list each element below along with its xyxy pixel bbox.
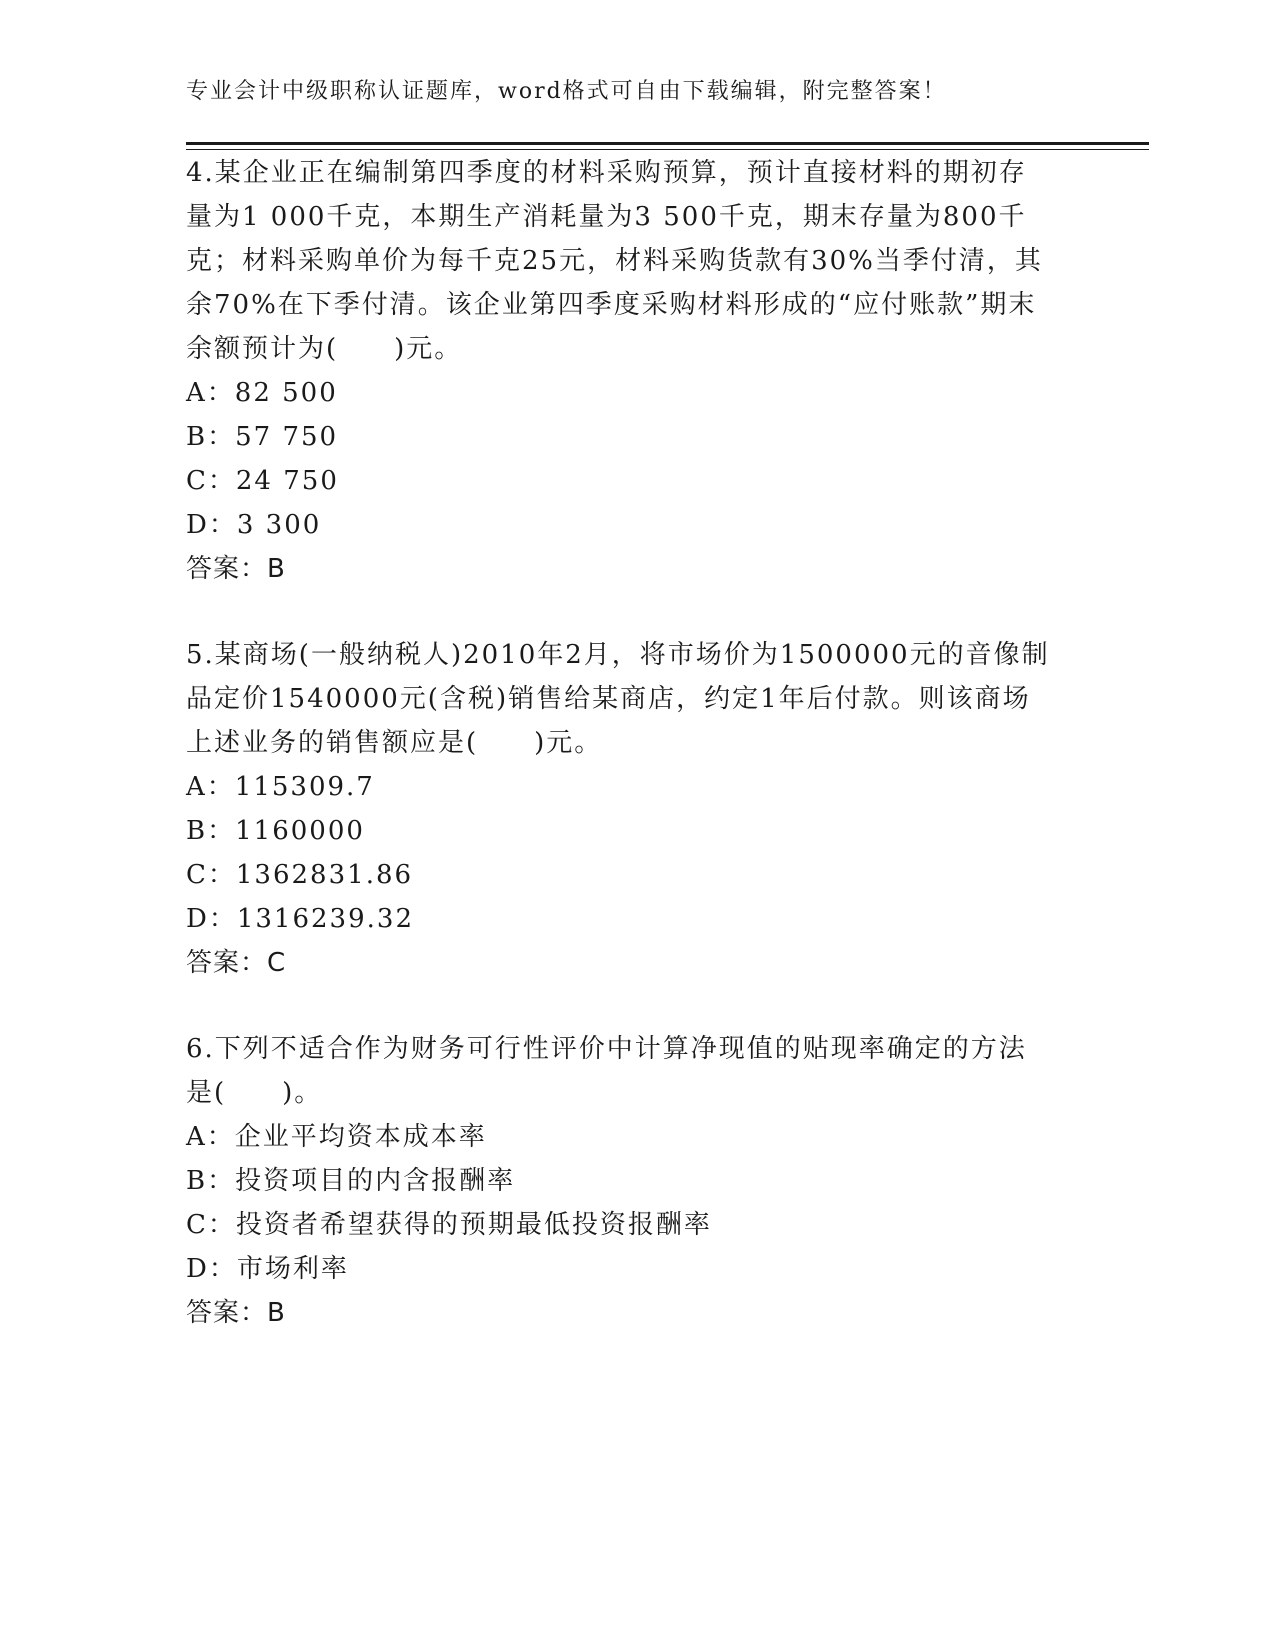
question-text-line: 品定价1540000元(含税)销售给某商店，约定1年后付款。则该商场: [186, 684, 1031, 714]
option-b: B：1160000: [186, 816, 365, 846]
question-text-line: 余额预计为( )元。: [186, 334, 463, 364]
question-text-line: 克；材料采购单价为每千克25元，材料采购货款有30%当季付清，其: [186, 246, 1043, 276]
answer: 答案：C: [186, 948, 287, 978]
question-text-line: 上述业务的销售额应是( )元。: [186, 728, 603, 758]
header-rule-thin: [186, 149, 1149, 150]
option-a: A：82 500: [186, 378, 338, 408]
option-c: C：1362831.86: [186, 860, 414, 890]
question-text-line: 6.下列不适合作为财务可行性评价中计算净现值的贴现率确定的方法: [186, 1034, 1027, 1064]
option-d: D：3 300: [186, 510, 322, 540]
option-b: B：57 750: [186, 422, 339, 452]
question-text-line: 是( )。: [186, 1078, 323, 1108]
option-a: A：企业平均资本成本率: [186, 1122, 487, 1152]
option-b: B：投资项目的内含报酬率: [186, 1166, 516, 1196]
question-text-line: 4.某企业正在编制第四季度的材料采购预算，预计直接材料的期初存: [186, 158, 1027, 188]
answer: 答案：B: [186, 1298, 286, 1328]
option-a: A：115309.7: [186, 772, 375, 802]
header-rule-thick: [186, 142, 1149, 145]
question-text-line: 量为1 000千克，本期生产消耗量为3 500千克，期末存量为800千: [186, 202, 1027, 232]
question-text-line: 余70%在下季付清。该企业第四季度采购材料形成的“应付账款”期末: [186, 290, 1037, 320]
question-text-line: 5.某商场(一般纳税人)2010年2月，将市场价为1500000元的音像制: [186, 640, 1050, 670]
option-d: D：市场利率: [186, 1254, 349, 1284]
option-c: C：24 750: [186, 466, 339, 496]
option-d: D：1316239.32: [186, 904, 414, 934]
option-c: C：投资者希望获得的预期最低投资报酬率: [186, 1210, 712, 1240]
answer: 答案：B: [186, 554, 286, 584]
page-header: 专业会计中级职称认证题库，word格式可自由下载编辑，附完整答案！: [186, 79, 947, 104]
